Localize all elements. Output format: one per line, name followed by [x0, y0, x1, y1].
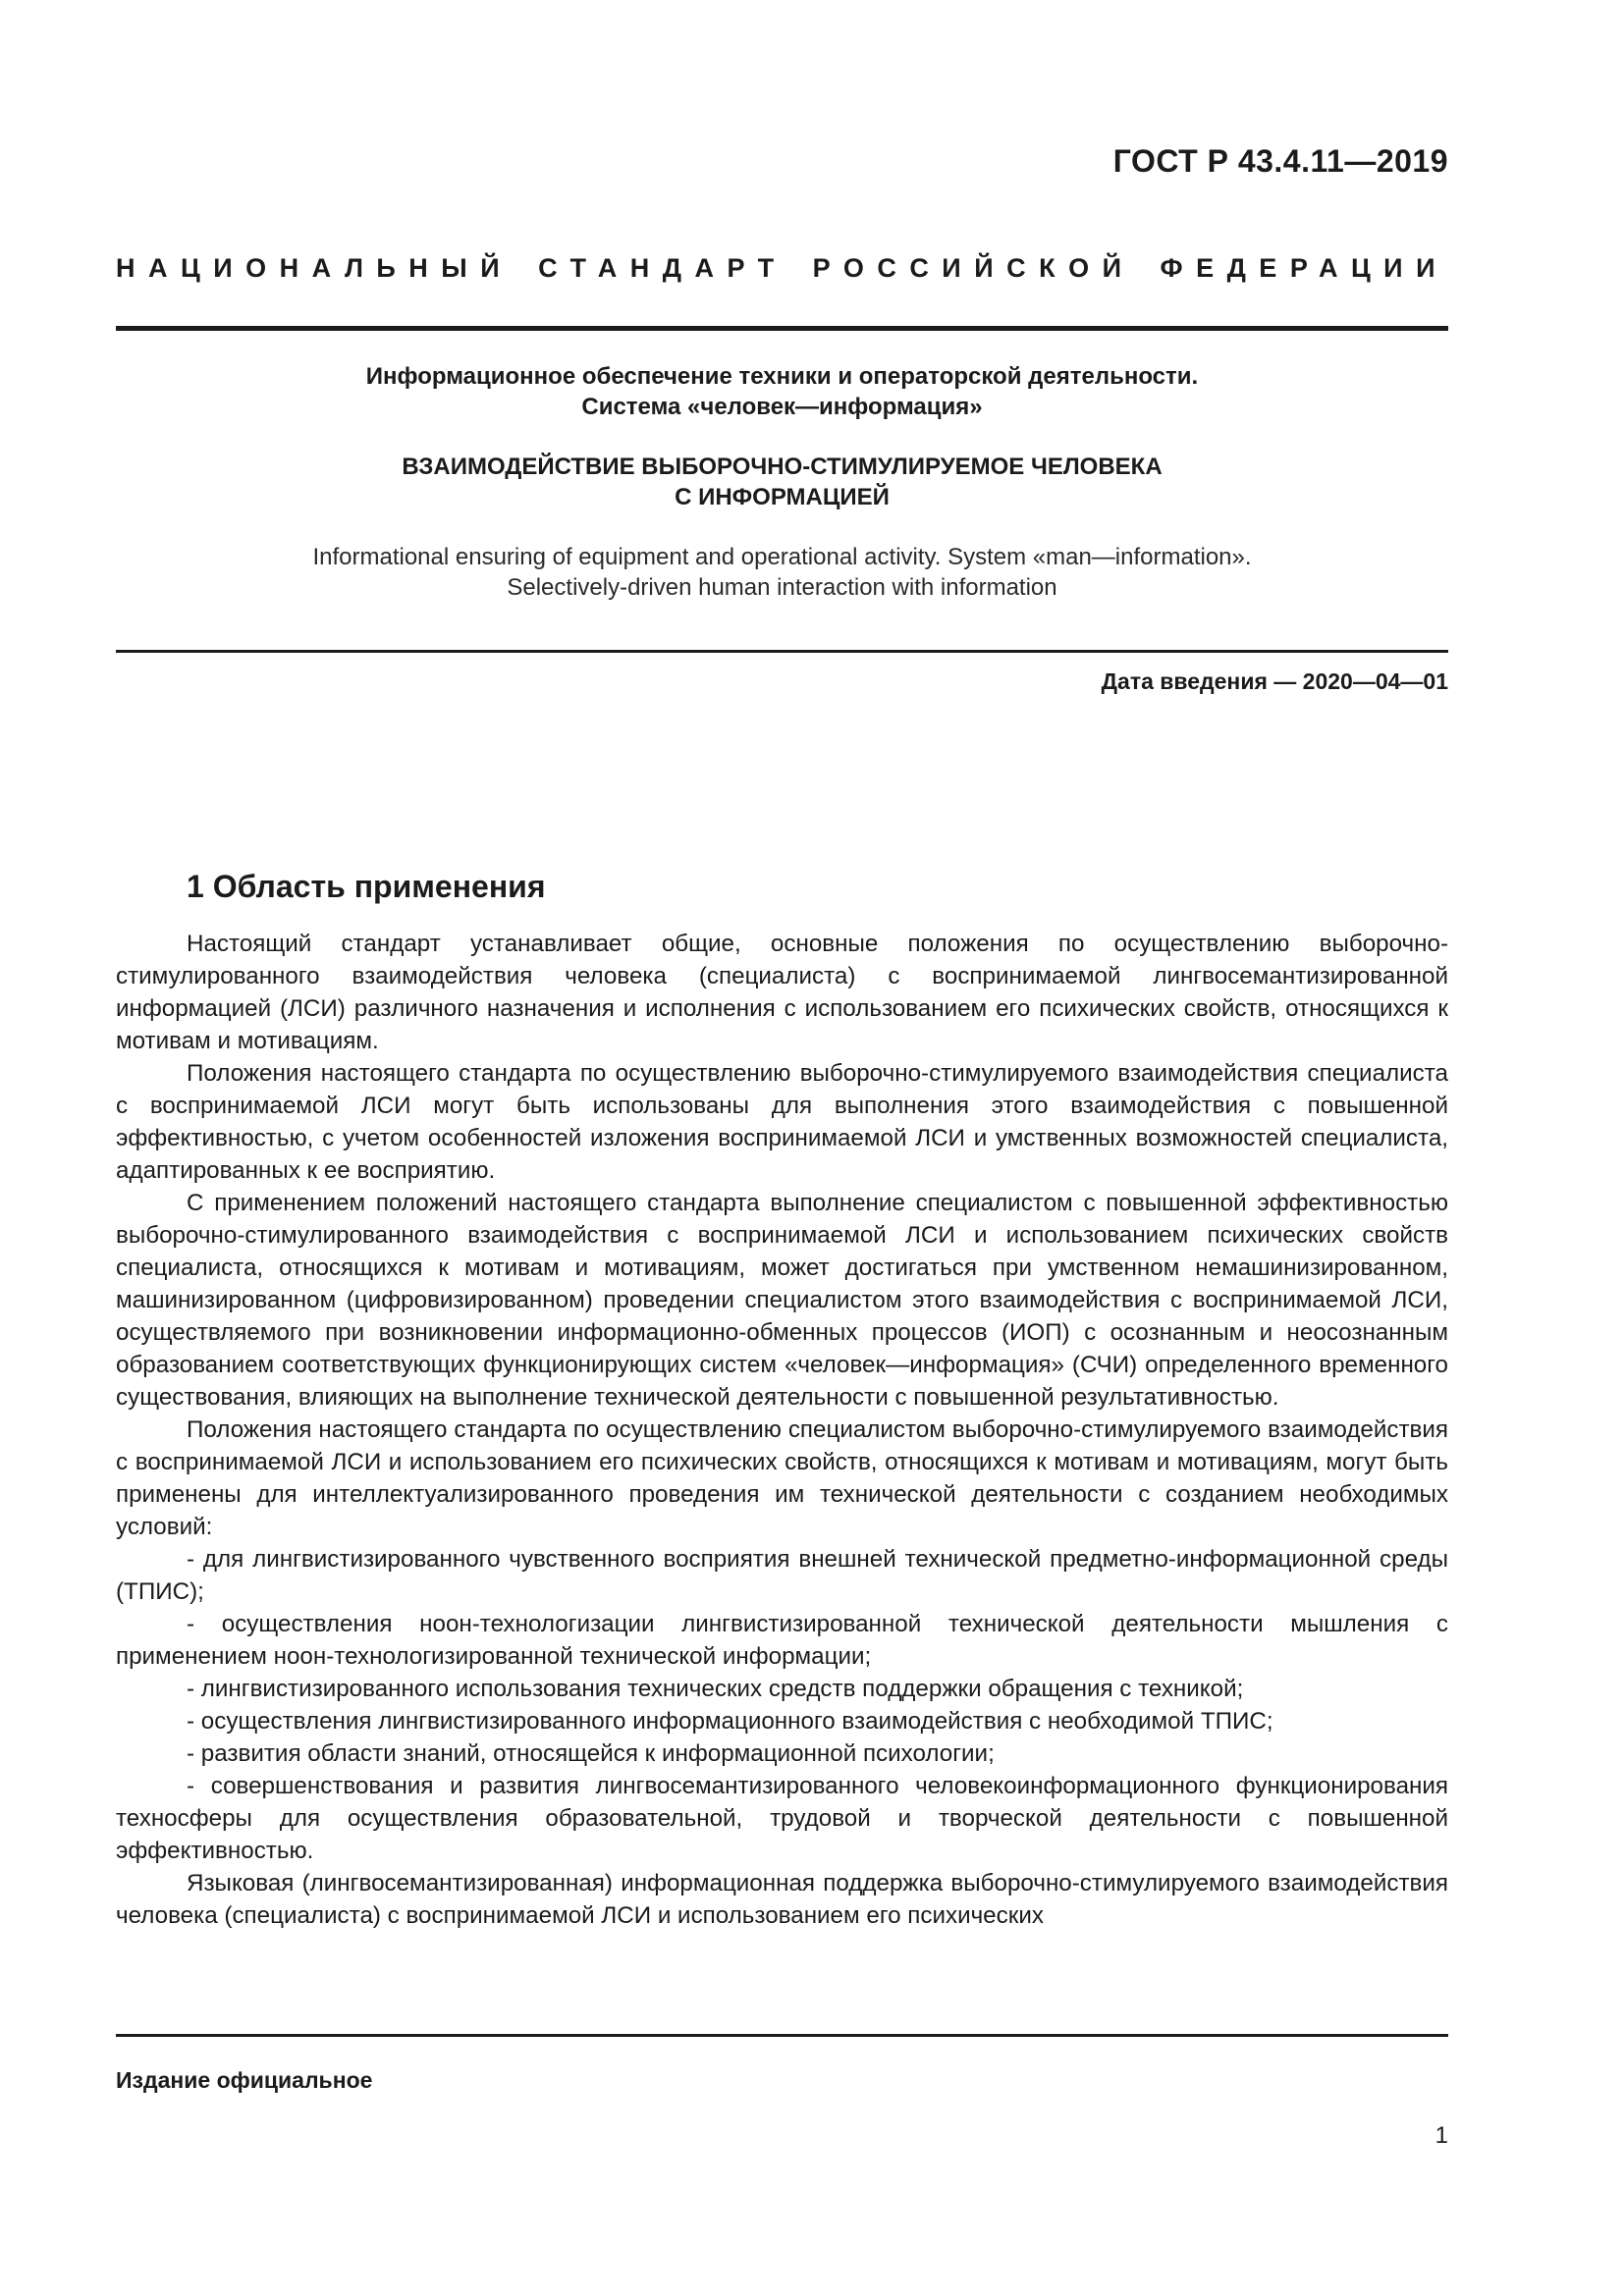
list-item: - развития области знаний, относящейся к информационной психологии;: [187, 1740, 995, 1767]
header-divider: [116, 326, 1448, 331]
main-title-line-1: ВЗАИМОДЕЙСТВИЕ ВЫБОРОЧНО-СТИМУЛИРУЕМОЕ ЧЕЛОВЕКА: [402, 454, 1163, 480]
english-title-line-2: Selectively-driven human interaction with information: [507, 574, 1057, 601]
list-item: - осуществления лингвистизированного информационного взаимодействия с необходимой ТПИС;: [187, 1708, 1273, 1735]
edition-label: Издание официальное: [116, 2067, 373, 2093]
page-number: 1: [1435, 2122, 1448, 2149]
main-title-line-2: С ИНФОРМАЦИЕЙ: [675, 484, 890, 510]
national-standard-header: НАЦИОНАЛЬНЫЙ СТАНДАРТ РОССИЙСКОЙ ФЕДЕРАЦИИ: [116, 253, 1448, 283]
paragraph: С применением положений настоящего стандарта выполнение специалистом с повышенной эффективностью выборочно-стимулированного взаимодействия с воспринимаемой ЛСИ и использованием психических свойств специалиста, относящихся к мотивам и мотивациям, может достигаться при умственном немашинизированном, машинизированном (цифровизированном) проведении специалистом этого взаимодействия с воспринимаемой ЛСИ, осуществляемого при возникновении информационно-обменных процессов (ИОП) с осознанным и неосознанным образованием соответствующих функционирующих систем «человек—информация» (СЧИ) определенного временного существования, влияющих на выполнение технической деятельности с повышенной результативностью.: [116, 1190, 1448, 1411]
list-item: - лингвистизированного использования технических средств поддержки обращения с техникой;: [187, 1676, 1244, 1702]
paragraph: Настоящий стандарт устанавливает общие, основные положения по осуществлению выборочно-стимулированного взаимодействия человека (специалиста) с воспринимаемой лингвосемантизированной информацией (ЛСИ) различного назначения и исполнения с использованием его психических свойств, относящихся к мотивам и мотивациям.: [116, 931, 1448, 1054]
footer-divider: [116, 2034, 1448, 2037]
section-body: [116, 928, 1448, 1932]
list-item: - осуществления ноон-технологизации лингвистизированной технической деятельности мышления с применением ноон-технологизированной технической информации;: [116, 1611, 1448, 1670]
list-item: - для лингвистизированного чувственного восприятия внешней технической предметно-информационной среды (ТПИС);: [116, 1546, 1448, 1605]
paragraph: Языковая (лингвосемантизированная) информационная поддержка выборочно-стимулируемого взаимодействия человека (специалиста) с воспринимаемой ЛСИ и использованием его психических: [116, 1870, 1448, 1929]
introduction-date: Дата введения — 2020—04—01: [1101, 668, 1448, 694]
paragraph: Положения настоящего стандарта по осуществлению специалистом выборочно-стимулируемого взаимодействия с воспринимаемой ЛСИ и использованием его психических свойств, относящихся к мотивам и мотивациям, могут быть применены для интеллектуализированного проведения им технической деятельности с созданием необходимых условий:: [116, 1416, 1448, 1540]
title-line-1: Информационное обеспечение техники и операторской деятельности.: [365, 363, 1199, 390]
english-title-line-1: Informational ensuring of equipment and operational activity. System «man—information».: [312, 544, 1252, 570]
paragraph: Положения настоящего стандарта по осуществлению выборочно-стимулируемого взаимодействия специалиста с воспринимаемой ЛСИ могут быть использованы для выполнения этого взаимодействия с повышенной эффективностью, с учетом особенностей изложения воспринимаемой ЛСИ и умственных возможностей специалиста, адаптированных к ее восприятию.: [116, 1060, 1448, 1184]
list-item: - совершенствования и развития лингвосемантизированного человекоинформационного функционирования техносферы для осуществления образовательной, трудовой и творческой деятельности с повышенной эффективностью.: [116, 1773, 1448, 1864]
title-block: [116, 361, 1448, 603]
title-line-2: Система «человек—информация»: [581, 394, 983, 420]
title-divider: [116, 650, 1448, 653]
document-code: ГОСТ Р 43.4.11—2019: [1112, 143, 1448, 179]
section-heading: 1 Область применения: [187, 869, 546, 904]
